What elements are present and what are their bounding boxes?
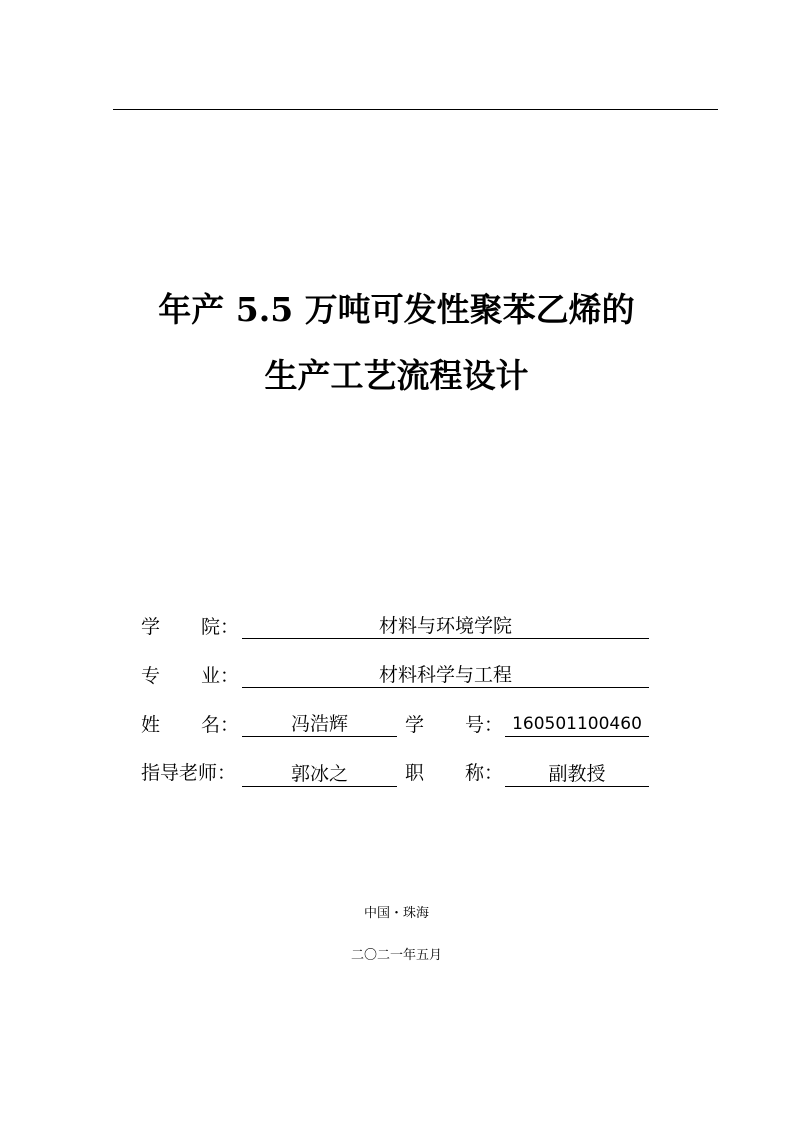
student-id-label-char2: 号： <box>465 714 504 736</box>
thesis-title-line-1: 年产 5.5 万吨可发性聚苯乙烯的 <box>158 290 635 329</box>
footer-date: 二〇二一年五月 <box>350 948 442 963</box>
rank-label-char1: 职 <box>405 762 425 784</box>
major-value: 材料科学与工程 <box>242 663 649 688</box>
name-label-char2: 名： <box>201 714 240 736</box>
rank-value: 副教授 <box>505 762 649 787</box>
student-id-value: 160501100460 <box>505 712 649 737</box>
student-id-label-char1: 学 <box>405 714 425 736</box>
college-label-char1: 学 <box>141 616 161 638</box>
header-rule <box>113 109 718 110</box>
college-label-char2: 院： <box>201 616 240 638</box>
major-label-char1: 专 <box>141 665 161 687</box>
advisor-label: 指导老师： <box>141 762 237 784</box>
college-value: 材料与环境学院 <box>242 614 649 639</box>
name-label-char1: 姓 <box>141 714 161 736</box>
footer-location: 中国・珠海 <box>363 906 429 921</box>
thesis-title-line-2: 生产工艺流程设计 <box>264 356 529 395</box>
major-label-char2: 业： <box>201 665 240 687</box>
advisor-value: 郭冰之 <box>242 762 397 787</box>
student-name-value: 冯浩辉 <box>242 712 397 737</box>
rank-label-char2: 称： <box>465 762 504 784</box>
